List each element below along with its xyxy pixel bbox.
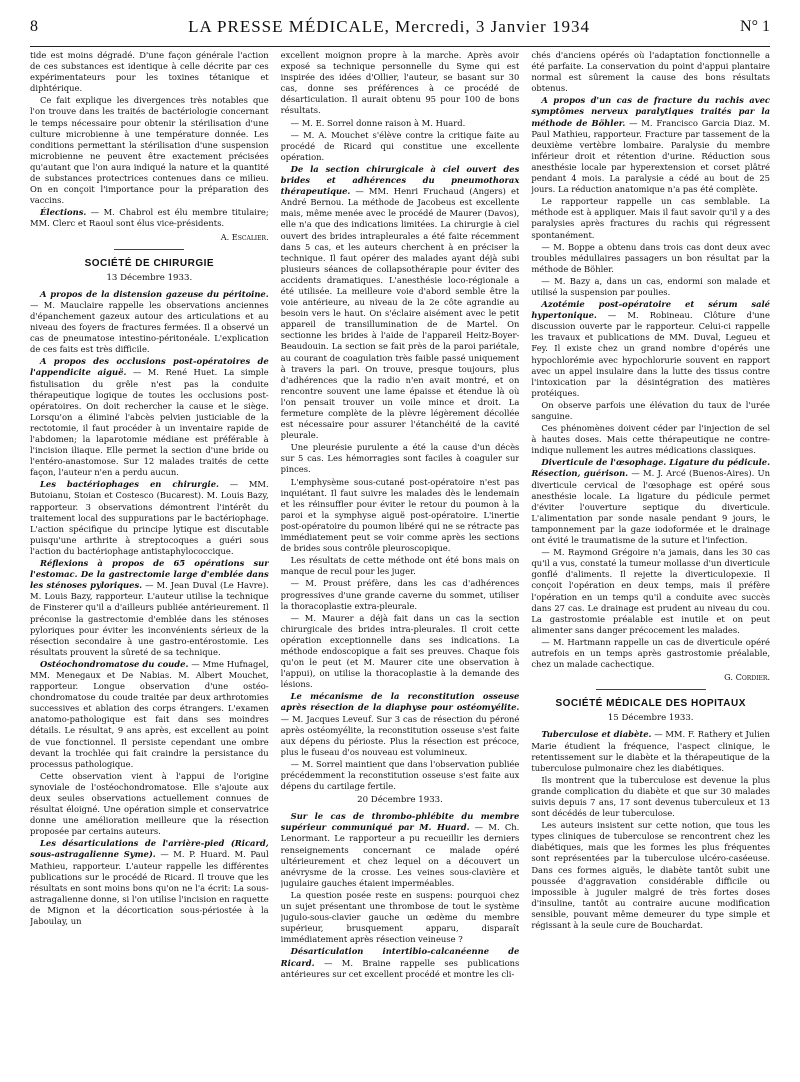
paragraph: Ce fait explique les divergences très notables que l'on trouve dans les traités de bactériologie concernant le temps nécessaire pour obtenir la stérilisation d'une culture microbienne à une température donnée. Les conditions permettant la stérilisation d'une suspension microbienne ne peuvent être exactement précisées qu'autant que l'on aura indiqué la nature et la quantité de substances protectrices contenues dans ce milieu. On en conçoit l'importance pour la préparation des vaccins. xyxy=(30,95,269,206)
paragraph: — M. Proust préfère, dans les cas d'adhérences progressives d'une grande caverne du sommet, utiliser la thoracoplastie extra-pleurale. xyxy=(280,578,520,611)
entry-heading: De la section chirurgicale à ciel ouvert des brides et adhérences du pneumothorax thérapeutique. xyxy=(280,163,520,197)
section-title: SOCIÉTÉ DE CHIRURGIE xyxy=(84,257,215,269)
entry xyxy=(531,457,770,546)
paragraph: Ils montrent que la tuberculose est devenue la plus grande complication du diabète et que sur 30 malades suivis depuis 7 ans, 17 sont devenus tuberculeux et 13 sont décédés de leur tuberculose. xyxy=(531,774,771,819)
entry-heading: A propos de la distension gazeuse du péritoine. xyxy=(40,288,269,299)
entry-text: — M. Jean Duval (Le Havre). M. Louis Bazy, rapporteur. L'auteur utilise la technique de Finsterer qu'il a d'ailleurs publiée antérieurement. Il préconise la gastrectomie d'emblée dans les sténoses pyloriques pour éviter les inconvénients sérieux de la résection secondaire à une gastro-entérostomie. Les résultats prouvent la sûreté de sa technique. xyxy=(30,580,269,657)
page-header xyxy=(30,10,770,44)
entry-heading: Ostéochondromatose du coude. xyxy=(40,658,189,669)
entry-text: — M. Ch. Lenormant. Le rapporteur a pu recueillir les derniers renseignements concernant ce malade opéré ultérieurement et chez lequel on a découvert un anévrysme de la crosse. Les veines sous-clavière et jugulaire gauches étaient imperméables. xyxy=(280,822,520,888)
entry xyxy=(281,946,520,979)
separator xyxy=(596,689,706,690)
entry xyxy=(30,356,269,478)
column-2 xyxy=(281,50,520,1074)
column-3 xyxy=(531,50,770,1074)
elections-paragraph xyxy=(30,207,269,229)
paragraph: Cette observation vient à l'appui de l'origine synoviale de l'ostéochondromatose. Elle s'ajoute aux deux seules observations actuellement connues de résultat éloigné. Une opération simple et conservatrice donne une amélioration meilleure que la résection proposée par certains auteurs. xyxy=(30,770,269,837)
paragraph: excellent moignon propre à la marche. Après avoir exposé sa technique personnelle du Syme qui est inspirée des idées d'Ollier, l'auteur, se basant sur 30 cas, donne ses préférences à ce procédé de désarticulation. Il aurait obtenu 95 pour 100 de bons résultats. xyxy=(280,50,520,116)
entry xyxy=(30,558,269,658)
entry xyxy=(531,95,770,195)
entry-heading: Les bactériophages en chirurgie. xyxy=(40,479,219,490)
article-columns xyxy=(30,50,770,1074)
entry xyxy=(30,659,269,770)
entry-text: — M. René Huet. La simple fistulisation du grêle n'est pas la conduite thérapeutique logique de toutes les occlusions post-opératoires. On doit rechercher la cause et le siège. Lorsqu'on a éliminé l'abcès pelvien justiciable de la rectotomie, il faut procéder à un inventaire rapide de l'abdomen; la laparotomie médiane est préférable à l'incision iliaque. Elle permet la section d'une bride ou l'entéro-anastomose. Sur 12 malades traités de cette façon, l'auteur n'en a perdu aucun. xyxy=(30,367,269,478)
paragraph: tide est moins dégradé. D'une façon générale l'action de ces substances est identique à celle décrite par ces expérimentateurs pour les toxines tétanique et diphtérique. xyxy=(30,50,269,94)
elections-heading: Élections. xyxy=(40,207,87,218)
entry-text: — MM. F. Rathery et Julien Marie étudient la fréquence, l'aspect clinique, le retentissement sur le diabète et la thérapeutique de la tuberculose pulmonaire chez les diabétiques. xyxy=(531,729,771,773)
entry-heading: Le mécanisme de la reconstitution osseuse après résection de la diaphyse pour ostéomyélite. xyxy=(280,691,520,713)
entry-heading: Réflexions à propos de 65 opérations sur l'estomac. De la gastrectomie large d'emblée dans les sténoses pyloriques. xyxy=(30,558,269,591)
entry-text: — M. Braine rappelle ses publications antérieures sur cet excellent procédé et montre les cli- xyxy=(280,957,520,979)
page-number: 8 xyxy=(30,18,38,35)
entry xyxy=(281,811,520,889)
entry xyxy=(30,479,269,557)
paragraph: Ces phénomènes doivent céder par l'injection de sel à hautes doses. Mais cette thérapeutique ne contre-indique nullement les autres médications classiques. xyxy=(531,423,771,456)
separator xyxy=(114,249,184,250)
entry-heading: Les désarticulations de l'arrière-pied (Ricard, sous-astragalienne Syme). xyxy=(30,838,269,860)
paragraph: chés d'anciens opérés où l'adaptation fonctionnelle a été parfaite. La conservation du point d'appui plantaire normal est sûrement la cause des bons résultats obtenus. xyxy=(531,50,771,94)
section-title: SOCIÉTÉ MÉDICALE DES HOPITAUX xyxy=(555,698,746,710)
entry xyxy=(30,289,269,356)
paragraph: — M. Sorrel maintient que dans l'observation publiée précédemment la reconstitution osseuse s'est faite aux dépens du cartilage fertile. xyxy=(280,758,520,792)
paragraph: — M. Boppe a obtenu dans trois cas dont deux avec troubles médullaires passagers un bon résultat par la méthode de Böhler. xyxy=(531,241,771,274)
paragraph: — M. Raymond Grégoire n'a jamais, dans les 30 cas qu'il a vus, constaté la tumeur mollasse d'un diverticule gonflé d'aliments. Il rejette la diverticulopexie. Il conçoit l'opération en deux temps, mais il préfère l'opération en un temps qu'il a conduite avec succès dans 27 cas. Le drainage est prudent au niveau du cou. La gastrostomie préalable est inutile et on peut alimenter sans danger précocement les malades. xyxy=(531,547,771,635)
session-date: 15 Décembre 1933. xyxy=(607,713,694,724)
entry-heading: Sur le cas de thrombo-phlébite du membre supérieur communiqué par M. Huard. xyxy=(280,811,520,833)
entry-text: — M. Mauclaire rappelle les observations anciennes d'épanchement gazeux autour des articulations et au niveau des foyers de fractures fermées. Il a observé un cas de pneumatose intestino-péritonéale. L'explication de ces faits est très difficile. xyxy=(30,299,269,355)
entry-text: — M. Jacques Leveuf. Sur 3 cas de résection du péroné après ostéomyélite, la reconstitution osseuse s'est faite aux dépens du périoste. Plus la résection est précoce, plus le fuseau d'os nouveau est volumineux. xyxy=(280,713,520,757)
entry-heading: Diverticule de l'œsophage. Ligature du pédicule. Résection, guérison. xyxy=(531,457,771,479)
entry xyxy=(281,691,520,758)
paragraph: L'emphysème sous-cutané post-opératoire n'est pas inquiétant. Il faut suivre les malades dès le lendemain et les réinsuffler pour éviter le retour du poumon à la paroi et la symphyse aiguë post-opératoire. L'inertie post-opératoire du poumon libéré qui ne se rétracte pas immédiatement peut se voir comme après les sections de brides sous contrôle pleuroscopique. xyxy=(280,476,520,554)
entry-heading: Désarticulation intertibio-calcanéenne de Ricard. xyxy=(280,946,520,968)
column-1 xyxy=(30,50,269,1074)
entry xyxy=(531,729,770,773)
paragraph: Les résultats de cette méthode ont été bons mais on manque de recul pour les juger. xyxy=(280,555,520,577)
entry-text: — M. Robineau. Clôture d'une discussion ouverte par le rapporteur. Celui-ci rappelle les travaux et publications de MM. Duval, Legueu et Fey. Il existe chez un grand nombre d'opérés une hypochlorémie avec hypochlorurie souvent en rapport avec un appel insulaire dans la lutte des tissus contre l'intoxication par la désintégration des matières protéiques. xyxy=(531,310,771,398)
paragraph: Les auteurs insistent sur cette notion, que tous les types cliniques de tuberculose se rencontrent chez les diabétiques, mais que les formes les plus fréquentes sont représentées par la tuberculose ulcéro-caséeuse. Dans ces formes aiguës, le diabète tantôt subit une poussée d'aggravation considérable difficile ou impossible à juguler malgré de très fortes doses d'insuline, tantôt au contraire aucune modification sensible, pouvant même demeurer du type simple et régissant à la seule cure de Bouchardat. xyxy=(531,820,771,931)
entry xyxy=(281,164,520,441)
paragraph: — M. Hartmann rappelle un cas de diverticule opéré autrefois en un temps après gastrostomie préalable, chez un malade cachectique. xyxy=(531,636,771,670)
issue-number: N° 1 xyxy=(740,18,770,35)
paragraph: On observe parfois une élévation du taux de l'urée sanguine. xyxy=(531,399,771,421)
journal-title: LA PRESSE MÉDICALE, Mercredi, 3 Janvier 1934 xyxy=(188,17,590,36)
paragraph: Une pleurésie purulente a été la cause d'un décès sur 5 cas. Les hémorragies sont faciles à coaguler sur pinces. xyxy=(280,442,520,475)
signature: G. Cordier. xyxy=(724,672,771,683)
session-date: 20 Décembre 1933. xyxy=(357,795,443,806)
paragraph: — M. E. Sorrel donne raison à M. Huard. xyxy=(290,117,466,128)
entry-text: — M. Francisco Garcia Diaz. M. Paul Mathieu, rapporteur. Fracture par tassement de la deuxième vertèbre lombaire. Paralysie du membre inférieur droit et rétention d'urine. Réduction sous anesthésie locale par hyperextension et corset plâtré pendant 4 mois. La paralysie a cédé au bout de 25 jours. La réduction anatomique n'a pas été complète. xyxy=(531,117,771,195)
signature: A. Escalier. xyxy=(220,231,269,242)
entry-text: — M. J. Arcé (Buenos-Aires). Un diverticule cervical de l'œsophage est opéré sous anesthésie locale. La ligature du pédicule permet d'éviter l'ouverture septique du diverticule. L'alimentation par sonde nasale pendant 9 jours, le tamponnement par la gaze iodoformée et le drainage ont évité le traumatisme de la suture et l'infection. xyxy=(531,468,771,546)
entry-text: — Mme Hufnagel, MM. Menegaux et De Nabias. M. Albert Mouchet, rapporteur. Longue observation d'une ostéo-chondromatose du coude traitée par deux arthrotomies successives et ablation des corps étrangers. L'examen anatomo-pathologique est fait dans ses moindres détails. Le résultat, 9 ans après, est excellent au point de vue fonctionnel. Il persiste cependant une ombre devant la trochlée qui fait craindre la persistance du processus pathologique. xyxy=(30,658,269,769)
entry-text: — MM. Butoianu, Stoian et Costesco (Bucarest). M. Louis Bazy, rapporteur. 3 observations démontrent l'intérêt du traitement local des suppurations par le bactériophage. L'action spécifique du principe lytique est discutable puisqu'une arthrite à streptocoques a guéri sous l'action du bactériophage antistaphylococcique. xyxy=(30,479,269,556)
entry-heading: Tuberculose et diabète. xyxy=(541,729,652,740)
entry-heading: Azotémie post-opératoire et sérum salé hypertonique. xyxy=(531,299,771,321)
header-rule xyxy=(30,46,770,47)
session-date: 13 Décembre 1933. xyxy=(106,272,193,283)
entry xyxy=(30,838,269,927)
entry-text: — M. P. Huard. M. Paul Mathieu, rapporteur. L'auteur rappelle les différentes publications sur le procédé de Ricard. Il trouve que les résultats en sont moins bons qu'on ne l'a écrit: La sous-astragalienne donne, si l'on utilise l'incision en raquette de Mignon et la décortication sous-périostée à la Jaboulay, un xyxy=(30,849,269,927)
entry xyxy=(531,299,770,399)
elections-text: — M. Chabrol est élu membre titulaire; MM. Clerc et Raoul sont élus vice-présidents. xyxy=(30,207,269,229)
paragraph: La question posée reste en suspens: pourquoi chez un sujet présentant une thrombose de tout le système jugulo-sous-clavier gauche un œdème du membre supérieur, brusquement apparu, disparaît immédiatement après résection veineuse ? xyxy=(280,889,520,945)
paragraph: Le rapporteur rappelle un cas semblable. La méthode est à appliquer. Mais il faut savoir qu'il y a des paralysies après fractures du rachis qui régressent spontanément. xyxy=(531,196,771,240)
paragraph: — M. Bazy a, dans un cas, endormi son malade et utilisé la suspension par poulies. xyxy=(531,275,771,297)
entry-text: — MM. Henri Fruchaud (Angers) et André Bernou. La méthode de Jacobeus est excellente mais, même menée avec le procédé de Maurer (Davos), elle n'a que des indications limitées. La chirurgie à ciel ouvert des brides intrapleurales a été faite récemment dans 5 cas, et les auteurs cherchent à en préciser la technique. Il faut opérer des malades ayant déjà subi plusieurs séances de collapsothérapie pour éviter des accidents dramatiques. L'anesthésie loco-régionale a été utilisée. La meilleure voie d'abord semble être la voie antérieure, au niveau de la 2e côte agrandie au besoin vers le haut. On s'éclaire aisément avec le petit appareil de transillumination de de Martel. On sectionne les brides à l'aide de l'appareil Heitz-Boyer-Beaudouin. La section se fait près de la paroi pariétale, au courant de coagulation très faible passé uniquement à travers la pari. On trouve, presque toujours, plus d'adhérences que la radio n'en avait montré, et on rencontre souvent une lame épaisse et étendue là où l'on pensait trouver un voile mince et droit. La fermeture complète de la plèvre légèrement décollée est nécessaire pour assurer l'étanchéité de la cavité pleurale. xyxy=(280,186,520,441)
paragraph: — M. A. Mouchet s'élève contre la critique faite au procédé de Ricard qui constitue une excellente opération. xyxy=(280,129,520,162)
paragraph: — M. Maurer a déjà fait dans un cas la section chirurgicale des brides intra-pleurales. Il croit cette opération exceptionnelle dans ses indications. La méthode endoscopique a fait ses preuves. Chaque fois qu'on le peut (et M. Maurer cite une observation à l'appui), on utilise la thoracoplastie à la demande des lésions. xyxy=(280,612,520,690)
entry-heading: A propos des occlusions post-opératoires de l'appendicite aiguë. xyxy=(30,356,269,378)
entry-heading: A propos d'un cas de fracture du rachis avec symptômes nerveux paralytiques traités par la méthode de Böhler. xyxy=(531,95,771,128)
